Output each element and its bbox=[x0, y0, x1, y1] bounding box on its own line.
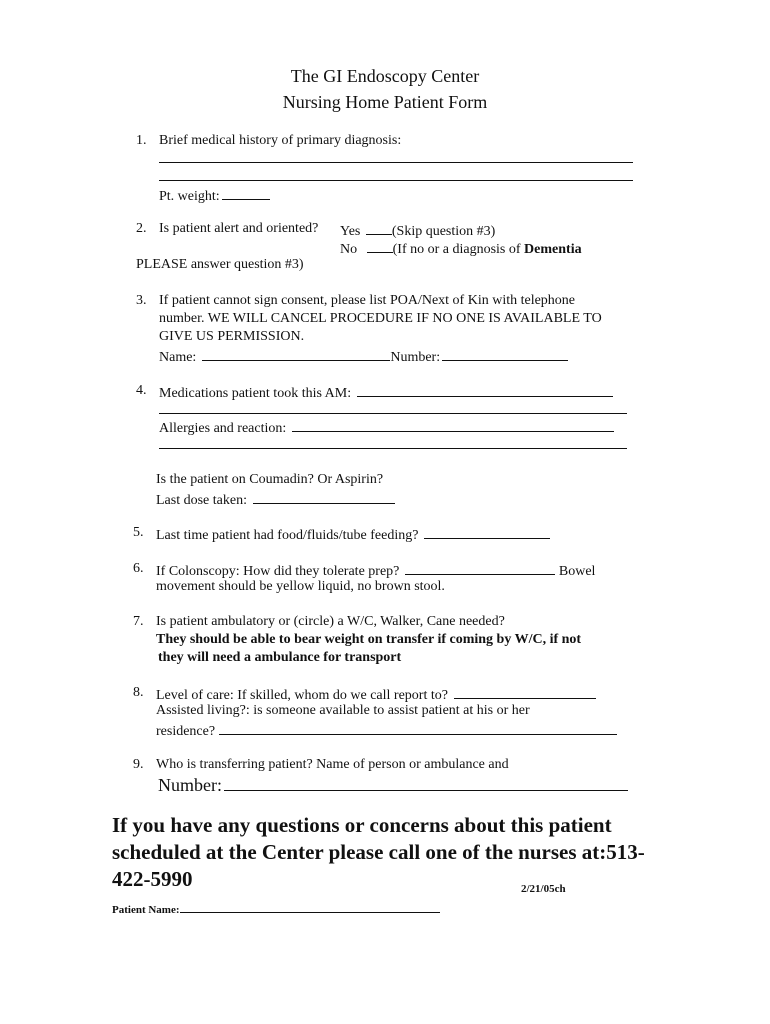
ambulatory-bold-1: They should be able to bear weight on transfer if coming by W/C, if not bbox=[156, 632, 582, 647]
meds-line-2[interactable] bbox=[159, 413, 627, 414]
poa-number-field[interactable] bbox=[442, 347, 568, 361]
patient-name-row bbox=[112, 902, 440, 916]
q4-number: 4. bbox=[136, 383, 147, 398]
q5-number: 5. bbox=[133, 525, 144, 540]
ambulatory-note-2 bbox=[158, 650, 401, 666]
q2-yes-field[interactable] bbox=[366, 221, 392, 235]
q3-name-label: Name: bbox=[159, 350, 197, 365]
prep-line-2: movement should be yellow liquid, no brown stool. bbox=[156, 579, 445, 594]
q9-number: 9. bbox=[133, 757, 144, 772]
allergies-row bbox=[159, 418, 614, 437]
prep-field[interactable] bbox=[405, 561, 555, 575]
residence-field[interactable] bbox=[219, 721, 617, 735]
q2-yes-label: Yes bbox=[340, 224, 361, 239]
q3-name-number-row bbox=[159, 347, 568, 366]
q2-yes-note: (Skip question #3) bbox=[391, 224, 496, 239]
q2-continuation: PLEASE answer question #3) bbox=[136, 257, 304, 272]
q2-label: Is patient alert and oriented? bbox=[159, 221, 319, 236]
q3-line-1: If patient cannot sign consent, please list POA/Next of Kin with telephone bbox=[159, 293, 576, 308]
residence-row bbox=[156, 721, 617, 740]
q6-number: 6. bbox=[133, 561, 144, 576]
q3-line-3: GIVE US PERMISSION. bbox=[159, 329, 305, 344]
care-row bbox=[156, 685, 596, 704]
transfer-number-row bbox=[158, 774, 628, 796]
poa-name-field[interactable] bbox=[202, 347, 390, 361]
form-subtitle: Nursing Home Patient Form bbox=[282, 92, 488, 112]
q3-line-2: number. WE WILL CANCEL PROCEDURE IF NO ONE IS AVAILABLE TO bbox=[159, 311, 602, 326]
report-to-field[interactable] bbox=[454, 685, 596, 699]
prep-row bbox=[156, 561, 595, 580]
patient-name-field[interactable] bbox=[180, 902, 440, 913]
q3-number: 3. bbox=[136, 293, 147, 308]
prep-label: If Colonscopy: How did they tolerate prep? bbox=[156, 564, 400, 579]
q2-number: 2. bbox=[136, 221, 147, 236]
meds-label: Medications patient took this AM: bbox=[159, 386, 352, 401]
transfer-number-field[interactable] bbox=[224, 774, 628, 791]
weight-label: Pt. weight: bbox=[159, 189, 220, 204]
q2-no-note: (If no or a diagnosis of bbox=[392, 242, 521, 257]
meds-row bbox=[159, 383, 613, 402]
q2-dementia: Dementia bbox=[524, 242, 582, 257]
transfer-number-label: Number: bbox=[158, 775, 222, 795]
food-row bbox=[156, 525, 550, 544]
allergies-line-2[interactable] bbox=[159, 448, 627, 449]
weight-row bbox=[159, 186, 270, 205]
last-dose-label: Last dose taken: bbox=[156, 493, 247, 508]
coumadin-question: Is the patient on Coumadin? Or Aspirin? bbox=[156, 472, 384, 487]
assisted-living-line: Assisted living?: is someone available to assist patient at his or her bbox=[156, 703, 530, 718]
q7-number: 7. bbox=[133, 614, 144, 629]
q8-number: 8. bbox=[133, 685, 144, 700]
q2-no-field[interactable] bbox=[367, 239, 393, 253]
patient-name-label: Patient Name: bbox=[112, 904, 180, 916]
allergies-label: Allergies and reaction: bbox=[159, 421, 287, 436]
meds-field[interactable] bbox=[357, 383, 613, 397]
q2-yes-row bbox=[340, 221, 495, 240]
ambulatory-note-1 bbox=[156, 632, 581, 648]
q1-answer-line-1[interactable] bbox=[159, 162, 633, 163]
contact-notice: If you have any questions or concerns about this patient scheduled at the Center please call one of the nurses at:513-422-5990 bbox=[112, 813, 645, 891]
prep-tail: Bowel bbox=[558, 564, 596, 579]
ambulatory-question: Is patient ambulatory or (circle) a W/C, Walker, Cane needed? bbox=[156, 614, 505, 629]
q1-answer-line-2[interactable] bbox=[159, 180, 633, 181]
q2-no-label: No bbox=[340, 242, 358, 257]
q2-no-row bbox=[340, 239, 582, 258]
food-label: Last time patient had food/fluids/tube feeding? bbox=[156, 528, 419, 543]
allergies-field[interactable] bbox=[292, 418, 614, 432]
date-code: 2/21/05ch bbox=[521, 883, 566, 895]
last-dose-row bbox=[156, 490, 395, 509]
form-title: The GI Endoscopy Center bbox=[290, 66, 480, 86]
q1-label: Brief medical history of primary diagnosis: bbox=[159, 133, 402, 148]
transfer-question: Who is transferring patient? Name of person or ambulance and bbox=[156, 757, 509, 772]
care-label: Level of care: If skilled, whom do we call report to? bbox=[156, 688, 448, 703]
ambulatory-bold-2: they will need a ambulance for transport bbox=[158, 650, 402, 665]
food-field[interactable] bbox=[424, 525, 550, 539]
weight-field[interactable] bbox=[222, 186, 270, 200]
last-dose-field[interactable] bbox=[253, 490, 395, 504]
q3-number-label: Number: bbox=[390, 350, 441, 365]
residence-label: residence? bbox=[156, 724, 216, 739]
q1-number: 1. bbox=[136, 133, 147, 148]
